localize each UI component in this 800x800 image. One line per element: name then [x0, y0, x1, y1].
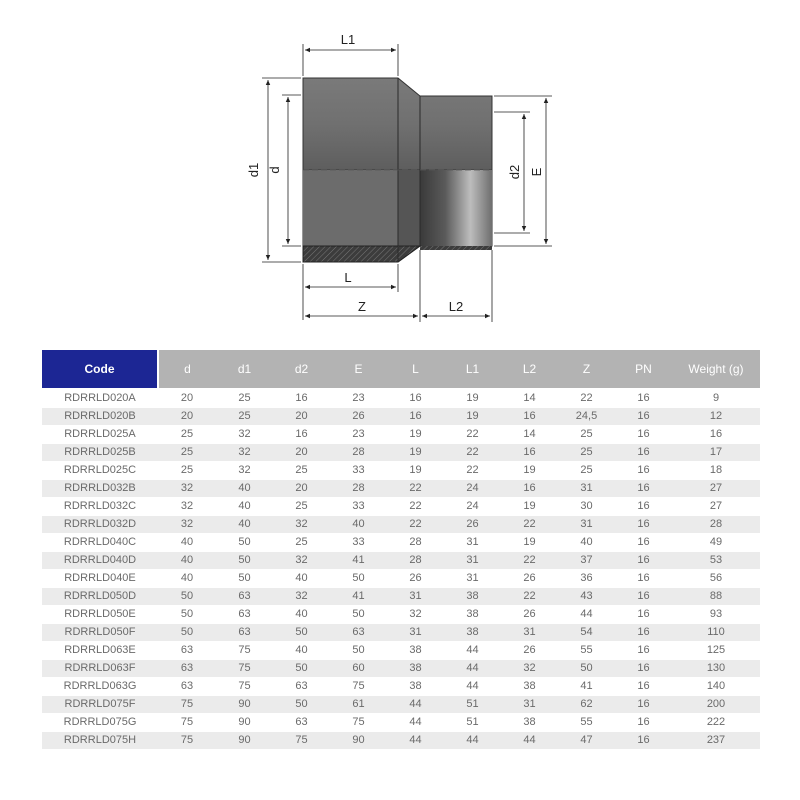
table-cell: 47 — [558, 732, 615, 750]
table-cell-code: RDRRLD063E — [42, 642, 158, 660]
table-cell: 16 — [615, 624, 672, 642]
table-row — [42, 516, 760, 534]
table-cell: 12 — [672, 408, 760, 426]
table-cell: 75 — [330, 678, 387, 696]
table-cell: 32 — [216, 444, 273, 462]
table-cell: 16 — [615, 570, 672, 588]
table-row — [42, 552, 760, 570]
table-cell: 33 — [330, 498, 387, 516]
table-cell: 75 — [216, 642, 273, 660]
table-cell: 31 — [558, 480, 615, 498]
table-cell: 53 — [672, 552, 760, 570]
table-cell: 63 — [216, 588, 273, 606]
column-header: Z — [558, 350, 615, 389]
table-cell: 16 — [387, 389, 444, 408]
table-cell: 38 — [501, 714, 558, 732]
table-cell: 50 — [273, 696, 330, 714]
table-cell: 16 — [615, 696, 672, 714]
table-cell: 28 — [387, 552, 444, 570]
table-row — [42, 498, 760, 516]
table-cell-code: RDRRLD032D — [42, 516, 158, 534]
table-cell: 30 — [558, 498, 615, 516]
column-header: L2 — [501, 350, 558, 389]
table-cell: 19 — [501, 534, 558, 552]
table-cell: 130 — [672, 660, 760, 678]
table-cell: 19 — [501, 462, 558, 480]
table-cell: 200 — [672, 696, 760, 714]
table-cell: 25 — [558, 444, 615, 462]
table-cell: 19 — [387, 462, 444, 480]
column-header-code: Code — [42, 350, 158, 389]
table-row — [42, 678, 760, 696]
table-cell: 24,5 — [558, 408, 615, 426]
table-cell: 49 — [672, 534, 760, 552]
table-cell: 44 — [387, 696, 444, 714]
table-cell-code: RDRRLD050E — [42, 606, 158, 624]
table-cell: 31 — [387, 624, 444, 642]
table-cell: 44 — [558, 606, 615, 624]
table-cell: 16 — [501, 444, 558, 462]
table-cell-code: RDRRLD020B — [42, 408, 158, 426]
table-cell: 16 — [273, 426, 330, 444]
table-cell: 40 — [273, 570, 330, 588]
table-cell: 23 — [330, 426, 387, 444]
table-row — [42, 426, 760, 444]
table-cell: 40 — [273, 642, 330, 660]
column-header: E — [330, 350, 387, 389]
table-cell: 22 — [444, 444, 501, 462]
table-cell: 44 — [444, 678, 501, 696]
table-cell: 16 — [615, 480, 672, 498]
table-cell: 22 — [501, 552, 558, 570]
table-cell: 40 — [558, 534, 615, 552]
table-cell: 63 — [158, 660, 216, 678]
table-cell: 32 — [273, 552, 330, 570]
table-cell: 25 — [558, 462, 615, 480]
table-cell: 75 — [158, 714, 216, 732]
table-cell: 33 — [330, 534, 387, 552]
column-header: L1 — [444, 350, 501, 389]
column-header: Weight (g) — [672, 350, 760, 389]
table-cell: 60 — [330, 660, 387, 678]
table-cell: 38 — [444, 624, 501, 642]
table-cell: 54 — [558, 624, 615, 642]
table-cell: 20 — [158, 408, 216, 426]
specification-table — [42, 350, 760, 750]
table-cell: 55 — [558, 714, 615, 732]
table-cell: 31 — [558, 516, 615, 534]
table-row — [42, 606, 760, 624]
table-cell: 22 — [558, 389, 615, 408]
table-cell: 22 — [387, 480, 444, 498]
table-cell: 222 — [672, 714, 760, 732]
label-d: d — [267, 166, 282, 174]
table-cell: 22 — [501, 588, 558, 606]
table-cell: 51 — [444, 714, 501, 732]
table-cell: 31 — [444, 570, 501, 588]
table-cell: 50 — [330, 570, 387, 588]
table-cell: 110 — [672, 624, 760, 642]
table-cell: 28 — [330, 480, 387, 498]
table-cell: 32 — [216, 462, 273, 480]
table-cell: 22 — [444, 462, 501, 480]
table-cell-code: RDRRLD063G — [42, 678, 158, 696]
table-cell: 25 — [158, 444, 216, 462]
table-cell: 26 — [387, 570, 444, 588]
table-cell: 50 — [216, 570, 273, 588]
table-row — [42, 642, 760, 660]
table-cell-code: RDRRLD025A — [42, 426, 158, 444]
table-cell: 16 — [615, 552, 672, 570]
table-cell: 16 — [615, 660, 672, 678]
table-cell-code: RDRRLD032C — [42, 498, 158, 516]
table-cell: 25 — [558, 426, 615, 444]
table-cell: 44 — [444, 642, 501, 660]
table-cell: 24 — [444, 498, 501, 516]
table-cell: 40 — [158, 570, 216, 588]
table-row — [42, 534, 760, 552]
table-cell: 50 — [158, 606, 216, 624]
table-cell: 25 — [158, 426, 216, 444]
table-cell: 51 — [444, 696, 501, 714]
table-cell: 40 — [158, 534, 216, 552]
table-cell: 50 — [558, 660, 615, 678]
table-cell: 19 — [444, 408, 501, 426]
table-header-row — [42, 350, 760, 389]
table-cell: 38 — [387, 642, 444, 660]
table-cell: 63 — [158, 678, 216, 696]
table-cell: 63 — [216, 606, 273, 624]
table-cell: 55 — [558, 642, 615, 660]
table-cell: 19 — [444, 389, 501, 408]
table-cell: 38 — [444, 588, 501, 606]
table-cell: 38 — [387, 678, 444, 696]
table-row — [42, 570, 760, 588]
table-cell: 16 — [615, 534, 672, 552]
table-cell-code: RDRRLD040E — [42, 570, 158, 588]
table-cell: 26 — [501, 570, 558, 588]
reducer-drawing — [0, 0, 800, 340]
table-cell: 44 — [444, 732, 501, 750]
column-header: d1 — [216, 350, 273, 389]
table-row — [42, 480, 760, 498]
table-cell-code: RDRRLD050D — [42, 588, 158, 606]
table-cell: 16 — [615, 606, 672, 624]
table-cell: 75 — [158, 696, 216, 714]
table-cell-code: RDRRLD075F — [42, 696, 158, 714]
table-cell: 38 — [501, 678, 558, 696]
table-cell: 19 — [387, 444, 444, 462]
table-cell: 93 — [672, 606, 760, 624]
table-cell: 25 — [273, 462, 330, 480]
table-cell: 16 — [387, 408, 444, 426]
label-e: E — [529, 167, 544, 177]
table-cell: 16 — [615, 732, 672, 750]
table-cell: 16 — [615, 642, 672, 660]
table-cell: 16 — [615, 588, 672, 606]
table-cell: 41 — [330, 552, 387, 570]
table-cell: 75 — [273, 732, 330, 750]
table-cell: 50 — [273, 660, 330, 678]
table-cell-code: RDRRLD032B — [42, 480, 158, 498]
table-row — [42, 462, 760, 480]
table-cell: 50 — [158, 624, 216, 642]
table-cell: 14 — [501, 389, 558, 408]
table-row — [42, 714, 760, 732]
reducer-body — [303, 78, 492, 262]
table-cell-code: RDRRLD025B — [42, 444, 158, 462]
table-cell: 23 — [330, 389, 387, 408]
table-cell: 43 — [558, 588, 615, 606]
table-cell-code: RDRRLD020A — [42, 389, 158, 408]
table-cell: 16 — [615, 516, 672, 534]
table-cell: 9 — [672, 389, 760, 408]
table-cell: 50 — [216, 552, 273, 570]
table-cell-code: RDRRLD040C — [42, 534, 158, 552]
table-cell: 63 — [273, 714, 330, 732]
table-cell: 40 — [216, 498, 273, 516]
table-cell: 61 — [330, 696, 387, 714]
table-row — [42, 389, 760, 408]
table-cell: 237 — [672, 732, 760, 750]
table-cell: 20 — [273, 444, 330, 462]
table-cell: 16 — [615, 408, 672, 426]
table-cell: 125 — [672, 642, 760, 660]
table-cell: 26 — [444, 516, 501, 534]
table-cell: 31 — [387, 588, 444, 606]
label-d2: d2 — [507, 164, 522, 180]
table-cell: 32 — [387, 606, 444, 624]
table-cell: 25 — [273, 498, 330, 516]
table-cell-code: RDRRLD075G — [42, 714, 158, 732]
table-cell: 40 — [330, 516, 387, 534]
table-cell: 19 — [501, 498, 558, 516]
table-cell: 40 — [158, 552, 216, 570]
table-row — [42, 444, 760, 462]
table-cell: 32 — [273, 516, 330, 534]
table-cell: 26 — [501, 606, 558, 624]
table-row — [42, 624, 760, 642]
table-cell: 33 — [330, 462, 387, 480]
table-cell: 25 — [158, 462, 216, 480]
table-cell: 25 — [216, 408, 273, 426]
table-cell: 20 — [273, 408, 330, 426]
table-cell: 32 — [273, 588, 330, 606]
table-cell: 44 — [444, 660, 501, 678]
table-cell: 32 — [501, 660, 558, 678]
column-header: d — [158, 350, 216, 389]
table-cell: 88 — [672, 588, 760, 606]
table-cell: 44 — [387, 714, 444, 732]
table-cell: 56 — [672, 570, 760, 588]
label-l1: L1 — [340, 32, 356, 47]
table-cell: 16 — [273, 389, 330, 408]
table-cell: 31 — [444, 534, 501, 552]
table-cell: 50 — [273, 624, 330, 642]
table-cell: 18 — [672, 462, 760, 480]
table-cell: 37 — [558, 552, 615, 570]
table-cell: 28 — [330, 444, 387, 462]
table-cell: 38 — [387, 660, 444, 678]
label-l: L — [344, 270, 352, 285]
table-cell: 16 — [501, 480, 558, 498]
table-cell: 40 — [216, 480, 273, 498]
table-cell-code: RDRRLD063F — [42, 660, 158, 678]
table-cell: 24 — [444, 480, 501, 498]
table-cell: 90 — [216, 714, 273, 732]
table-row — [42, 408, 760, 426]
table-cell: 16 — [615, 389, 672, 408]
table-cell: 16 — [615, 714, 672, 732]
table-cell: 75 — [216, 678, 273, 696]
table-cell: 16 — [672, 426, 760, 444]
table-cell: 28 — [672, 516, 760, 534]
table-cell: 28 — [387, 534, 444, 552]
table-body — [42, 389, 760, 750]
table-cell: 16 — [615, 498, 672, 516]
table-cell: 22 — [387, 516, 444, 534]
table-cell: 32 — [158, 516, 216, 534]
table-row — [42, 696, 760, 714]
table-cell-code: RDRRLD075H — [42, 732, 158, 750]
table-cell: 32 — [216, 426, 273, 444]
table-cell-code: RDRRLD025C — [42, 462, 158, 480]
table-cell: 31 — [501, 696, 558, 714]
table-cell: 27 — [672, 498, 760, 516]
table-cell: 50 — [216, 534, 273, 552]
table-cell: 63 — [216, 624, 273, 642]
table-cell: 50 — [330, 606, 387, 624]
table-cell: 63 — [330, 624, 387, 642]
table-cell: 27 — [672, 480, 760, 498]
table-cell: 16 — [615, 426, 672, 444]
table-cell: 44 — [501, 732, 558, 750]
column-header: L — [387, 350, 444, 389]
table-cell: 62 — [558, 696, 615, 714]
table-cell: 20 — [273, 480, 330, 498]
table-cell: 50 — [158, 588, 216, 606]
table-cell: 16 — [615, 678, 672, 696]
table-cell: 32 — [158, 498, 216, 516]
table-cell: 90 — [216, 732, 273, 750]
table-cell: 38 — [444, 606, 501, 624]
table-cell: 63 — [273, 678, 330, 696]
table-cell: 31 — [501, 624, 558, 642]
column-header: d2 — [273, 350, 330, 389]
table-cell: 90 — [330, 732, 387, 750]
table-cell: 19 — [387, 426, 444, 444]
label-d1: d1 — [246, 162, 261, 178]
label-z: Z — [358, 299, 366, 314]
table-cell: 22 — [444, 426, 501, 444]
table-row — [42, 732, 760, 750]
table-cell: 16 — [615, 462, 672, 480]
table-cell: 20 — [158, 389, 216, 408]
table-cell: 140 — [672, 678, 760, 696]
table-row — [42, 660, 760, 678]
table-cell: 40 — [216, 516, 273, 534]
table-cell: 90 — [216, 696, 273, 714]
table-cell-code: RDRRLD040D — [42, 552, 158, 570]
table-cell: 44 — [387, 732, 444, 750]
table-cell: 16 — [501, 408, 558, 426]
table-cell: 63 — [158, 642, 216, 660]
table-cell: 17 — [672, 444, 760, 462]
table-cell-code: RDRRLD050F — [42, 624, 158, 642]
table-cell: 26 — [330, 408, 387, 426]
table-cell: 50 — [330, 642, 387, 660]
table-cell: 31 — [444, 552, 501, 570]
table-cell: 16 — [615, 444, 672, 462]
label-l2: L2 — [448, 299, 464, 314]
table-cell: 40 — [273, 606, 330, 624]
table-cell: 22 — [501, 516, 558, 534]
table-cell: 41 — [558, 678, 615, 696]
table-cell: 75 — [158, 732, 216, 750]
table-cell: 41 — [330, 588, 387, 606]
table-cell: 36 — [558, 570, 615, 588]
table-cell: 22 — [387, 498, 444, 516]
table-cell: 25 — [273, 534, 330, 552]
table-cell: 32 — [158, 480, 216, 498]
column-header: PN — [615, 350, 672, 389]
table-cell: 26 — [501, 642, 558, 660]
table-cell: 25 — [216, 389, 273, 408]
table-cell: 75 — [216, 660, 273, 678]
table-cell: 75 — [330, 714, 387, 732]
table-cell: 14 — [501, 426, 558, 444]
table-row — [42, 588, 760, 606]
